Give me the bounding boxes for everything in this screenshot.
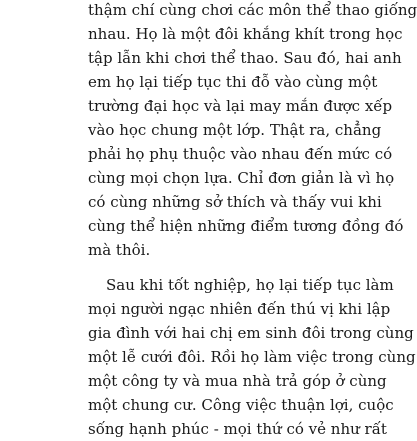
text-line: một chung cư. Công việc thuận lợi, cuộc [88, 396, 394, 414]
text-line: cùng thể hiện những điểm tương đồng đó [88, 217, 404, 235]
text-line: sống hạnh phúc - mọi thứ có vẻ như rất [88, 420, 387, 438]
text-line: tập lẫn khi chơi thể thao. Sau đó, hai anh [88, 49, 402, 67]
text-line: phải họ phụ thuộc vào nhau đến mức có [88, 145, 393, 163]
text-line: một công ty và mua nhà trả góp ở cùng [88, 372, 387, 390]
text-line: Sau khi tốt nghiệp, họ lại tiếp tục làm [106, 276, 394, 294]
text-line: vào học chung một lớp. Thật ra, chẳng [88, 121, 382, 139]
text-line: mà thôi. [88, 241, 151, 259]
text-line: nhau. Họ là một đôi khắng khít trong học [88, 25, 403, 43]
text-line: trường đại học và lại may mắn được xếp [88, 97, 393, 115]
text-line: một lễ cưới đôi. Rồi họ làm việc trong cùng [88, 348, 416, 366]
text-line: em họ lại tiếp tục thi đỗ vào cùng một [88, 73, 378, 91]
text-line: cùng mọi chọn lựa. Chỉ đơn giản là vì họ [88, 169, 395, 187]
text-line: thậm chí cùng chơi các môn thể thao giống [88, 1, 417, 19]
text-line: gia đình với hai chị em sinh đôi trong cùng [88, 324, 414, 342]
text-line: mọi người ngạc nhiên đến thú vị khi lập [88, 300, 391, 318]
text-line: có cùng những sở thích và thấy vui khi [88, 193, 382, 211]
